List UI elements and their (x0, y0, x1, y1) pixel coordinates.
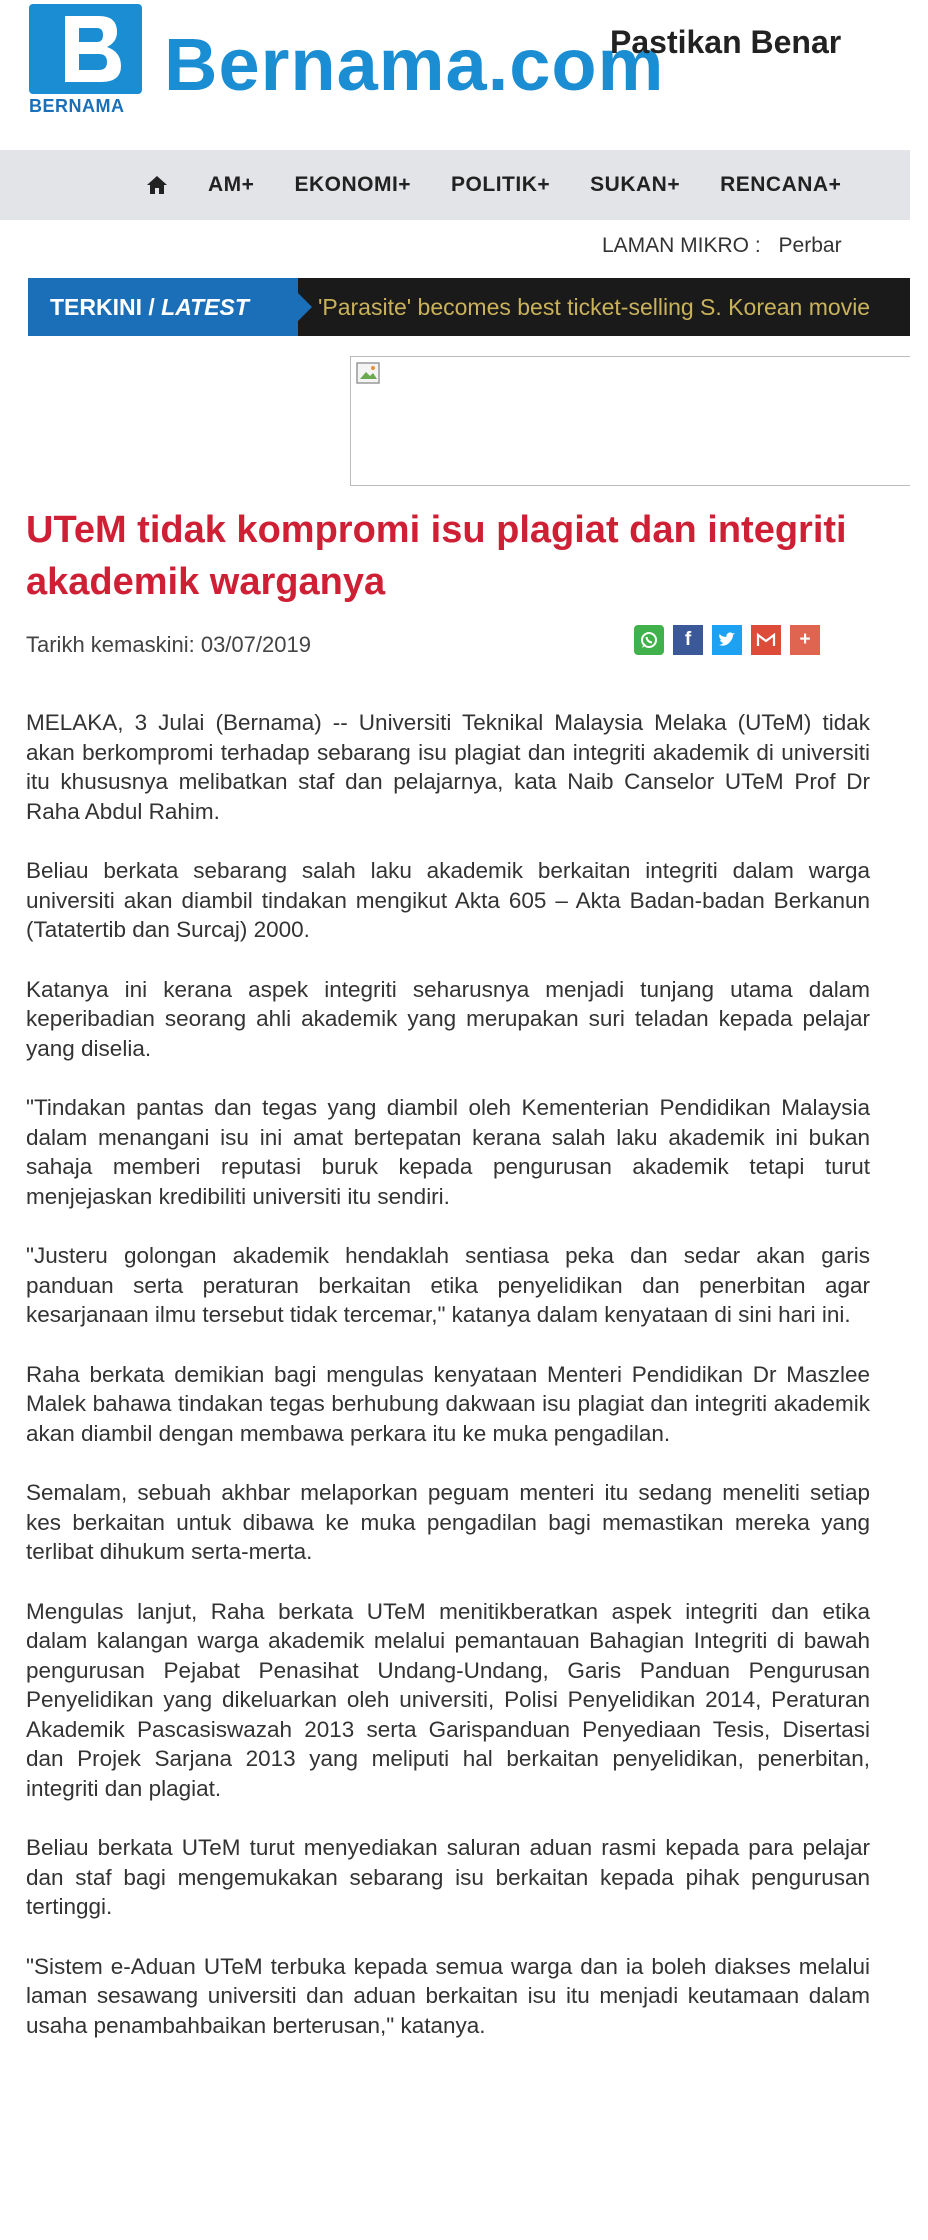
article-paragraph: Katanya ini kerana aspek integriti seharusnya menjadi tunjang utama dalam keperibadian seorang ahli akademik yang merupakan suri teladan kepada pelajar yang diselia. (26, 976, 870, 1061)
share-buttons (634, 625, 820, 655)
article-paragraph: MELAKA, 3 Julai (Bernama) -- Universiti Teknikal Malaysia Melaka (UTeM) tidak akan berkompromi terhadap sebarang isu plagiat dan integriti akademik di universiti itu khususnya melibatkan staf dan pelajarnya, kata Naib Canselor UTeM Prof Dr Raha Abdul Rahim. (26, 710, 870, 824)
logo-b-icon (29, 4, 142, 94)
twitter-icon[interactable] (712, 625, 742, 655)
nav-item-ekonomi[interactable]: EKONOMI+ (294, 173, 412, 196)
home-icon[interactable] (146, 175, 168, 195)
tagline: Pastikan Benar (610, 24, 842, 60)
article-paragraph: Beliau berkata sebarang salah laku akademik berkaitan integriti dalam warga universiti akan diambil tindakan mengikut Akta 605 – Akta Badan-badan Berkanun (Tatatertib dan Surcaj) 2000. (26, 858, 870, 942)
nav-item-politik[interactable]: POLITIK+ (451, 173, 551, 196)
article-paragraph: Semalam, sebuah akhbar melaporkan peguam menteri itu sedang meneliti setiap kes berkaitan untuk dibawa ke muka pengadilan bagi memastikan mereka yang terlibat dihukum serta-merta. (26, 1480, 870, 1564)
nav-item-rencana[interactable]: RENCANA+ (720, 173, 842, 196)
plus-icon[interactable]: + (790, 625, 820, 655)
main-nav (0, 150, 910, 220)
micro-link[interactable]: Perbar (778, 234, 842, 257)
whatsapp-icon[interactable] (634, 625, 664, 655)
article-paragraph: "Sistem e-Aduan UTeM terbuka kepada semua warga dan ia boleh diakses melalui laman sesawang universiti dan aduan berkaitan isu itu menjadi keutamaan dalam usaha penambahbaikan berterusan," katanya. (26, 1953, 870, 2038)
latest-headline[interactable]: 'Parasite' becomes best ticket-selling S. Korean movie (318, 294, 871, 320)
ad-banner[interactable] (350, 356, 910, 486)
article-body (26, 708, 870, 2070)
latest-label: TERKINI / LATEST (28, 278, 298, 336)
latest-ticker (28, 278, 910, 336)
logo-wordmark: BERNAMA (29, 96, 125, 116)
article-paragraph: Raha berkata demikian bagi mengulas kenyataan Menteri Pendidikan Dr Maszlee Malek bahawa tindakan tegas berhubung dakwaan isu plagiat dan integriti akademik akan diambil dengan membawa perkara itu ke muka pengadilan. (26, 1361, 870, 1446)
article-paragraph: "Tindakan pantas dan tegas yang diambil oleh Kementerian Pendidikan Malaysia dalam menangani isu ini amat bertepatan kerana salah laku akademik ini bukan sahaja memberi reputasi buruk kepada pengurusan akademik tetapi turut menjejaskan kredibiliti universiti itu sendiri. (26, 1095, 870, 1209)
article-paragraph: "Justeru golongan akademik hendaklah sentiasa peka dan sedar akan garis panduan serta peraturan berkaitan etika penyelidikan dan penerbitan agar kesarjanaan ilmu tersebut tidak tercemar," katanya dalam kenyataan di sini hari ini. (26, 1243, 870, 1327)
gmail-icon[interactable] (751, 625, 781, 655)
bernama-logo[interactable] (29, 4, 142, 114)
micro-label: LAMAN MIKRO : (602, 234, 761, 257)
micro-site-bar (602, 234, 910, 258)
broken-image-icon (355, 361, 383, 387)
ticker-arrow-icon (298, 293, 312, 321)
nav-item-sukan[interactable]: SUKAN+ (590, 173, 681, 196)
facebook-icon[interactable]: f (673, 625, 703, 655)
nav-item-am[interactable]: AM+ (208, 173, 255, 196)
article-date: Tarikh kemaskini: 03/07/2019 (26, 632, 311, 657)
article-paragraph: Mengulas lanjut, Raha berkata UTeM menitikberatkan aspek integriti dan etika dalam kalangan warga akademik melalui pemantauan Bahagian Integriti di bawah pengurusan Pejabat Penasihat Undang-Undang, Garis Panduan Pengurusan Penyelidikan yang dikeluarkan oleh universiti, Polisi Penyelidikan 2014, Peraturan Akademik Pascasiswazah 2013 serta Garispanduan Penyediaan Tesis, Disertasi dan Projek Sarjana 2013 yang meliputi hal berkaitan penyelidikan, penerbitan, integriti dan plagiat. (26, 1598, 870, 1801)
site-name[interactable]: Bernama.com (164, 23, 665, 106)
article-title: UTeM tidak kompromi isu plagiat dan integriti akademik warganya (26, 509, 847, 603)
article-paragraph: Beliau berkata UTeM turut menyediakan saluran aduan rasmi kepada para pelajar dan staf bagi mengemukakan sebarang isu berkaitan kepada pihak pengurusan tertinggi. (26, 1835, 870, 1919)
